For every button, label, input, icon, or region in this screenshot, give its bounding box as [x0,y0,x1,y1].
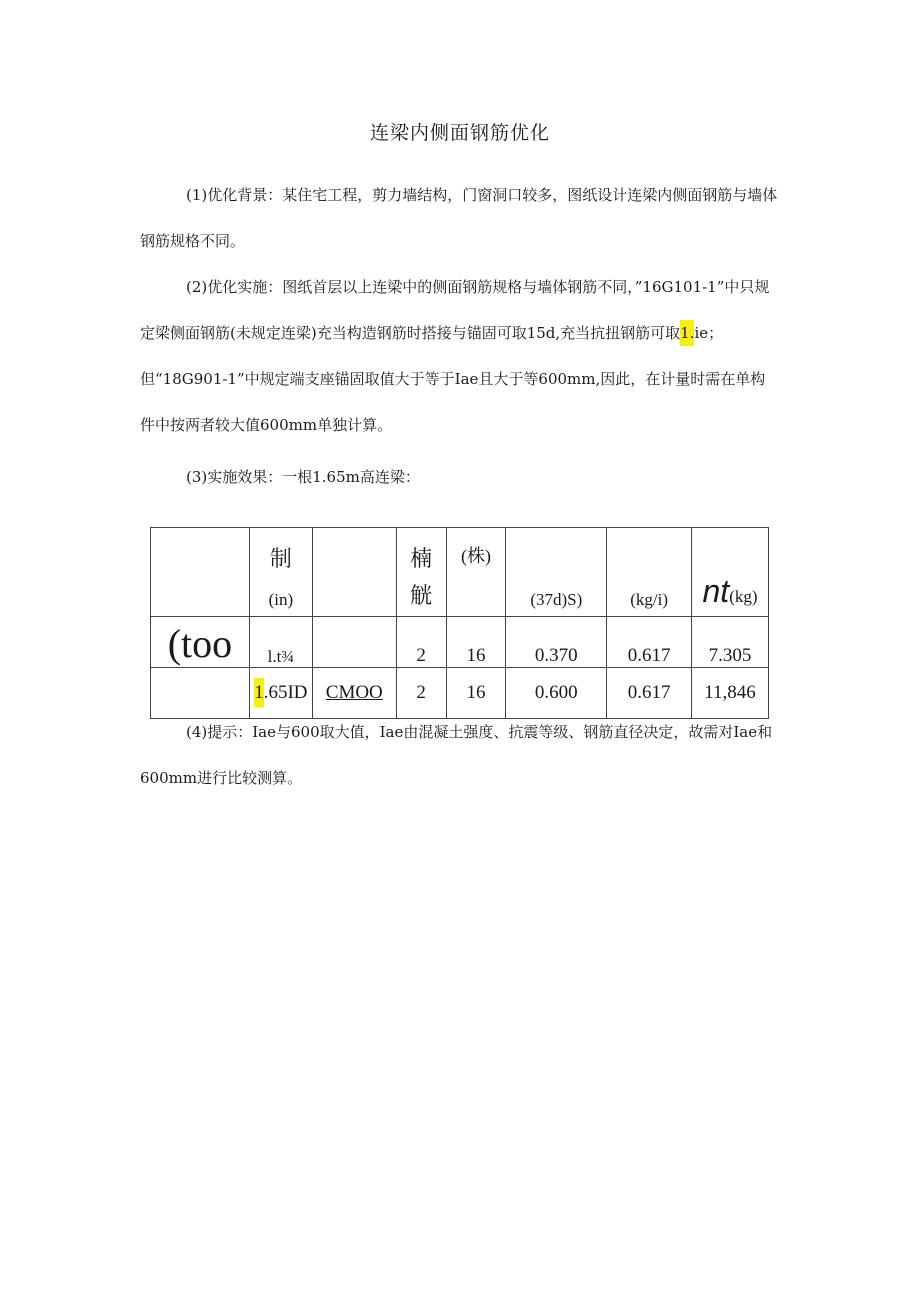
cell-text: .65ID [263,682,308,703]
table-cell: 2 [396,668,446,719]
table-cell: 2 [396,617,446,668]
table-cell: 11,846 [692,668,769,719]
table-row [151,617,769,668]
cell-text: (too [167,621,233,666]
header-cell [506,528,607,617]
table-cell: 16 [446,668,506,719]
header-cell [312,528,396,617]
paragraph-tip: (4)提示：Iae与600取大值，Iae由混凝土强度、抗震等级、钢筋直径决定，故需对Iae和600mm进行比较测算。 [140,723,773,787]
table-header-row [151,528,769,617]
header-cell [396,528,446,617]
header-text: (37d)S) [530,590,583,609]
header-text: (kg/i) [630,590,668,609]
implementation-text-a: (2)优化实施：图纸首层以上连梁中的侧面钢筋规格与墙体钢筋不同，”16G101-1”中只规定梁侧面钢筋(未规定连梁)充当构造钢筋时搭接与锚固可取15d,充当抗扭钢筋可取 [140,278,770,342]
header-cell [446,528,506,617]
header-cell [607,528,692,617]
header-text [692,573,768,610]
header-text: (株) [460,546,491,566]
paragraph-implementation [140,264,780,448]
table-cell: 7.305 [692,617,769,668]
table-cell [151,617,250,668]
header-cell [249,528,312,617]
page-title: 连梁内侧面钢筋优化 [369,122,550,144]
table-cell [312,617,396,668]
table-cell: 0.600 [506,668,607,719]
paragraph-background: (1)优化背景：某住宅工程，剪力墙结构，门窗洞口较多，图纸设计连梁内侧面钢筋与墙体钢筋规格不同。 [140,186,778,250]
highlighted-value: 1 [254,678,264,707]
header-text: 楠 [410,546,433,571]
cell-text: CMOO [325,682,383,703]
table-cell: 0.617 [607,617,692,668]
paragraph-effect: (3)实施效果：一根1.65m高连梁： [186,468,420,486]
header-big-text: nt [702,573,730,609]
header-text: 制 [269,546,292,571]
header-text: (in) [268,590,294,609]
header-small-text: (kg) [729,587,758,606]
rebar-table [150,527,769,719]
highlighted-value: 1. [680,320,694,346]
header-text: 觥 [410,583,433,608]
header-cell [151,528,250,617]
table-cell: 0.370 [506,617,607,668]
header-cell [692,528,769,617]
table-cell: 16 [446,617,506,668]
table-cell: l.t¾ [249,617,312,668]
implementation-text-b: ie；但“18G901-1”中规定端支座锚固取值大于等于Iae且大于等600mm,因此，在计量时需在单构件中按两者较大值600mm单独计算。 [140,324,766,434]
table-cell: 0.617 [607,668,692,719]
